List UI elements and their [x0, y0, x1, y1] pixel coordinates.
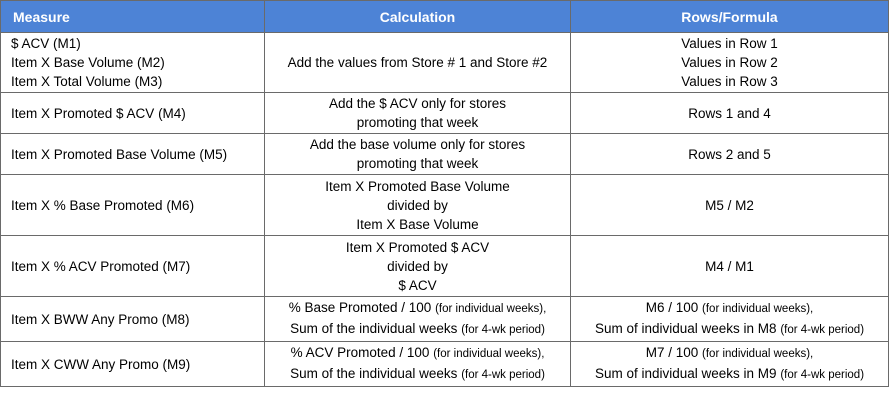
calculation-text: Sum of the individual weeks	[290, 366, 458, 381]
calculation-text: promoting that week	[356, 156, 479, 171]
calculation-note: (for 4-wk period)	[461, 324, 545, 336]
formula-text: Sum of individual weeks in M8	[594, 321, 777, 336]
measure-text: $ ACV (M1)	[11, 36, 81, 51]
measure-text: Item X % Base Promoted (M6)	[11, 197, 195, 213]
measure-cell	[1, 134, 265, 175]
measure-cell	[1, 33, 265, 93]
formula-note: (for individual weeks),	[702, 348, 814, 360]
table-row	[1, 134, 889, 175]
formula-text: M4 / M1	[705, 258, 754, 274]
table-row	[1, 342, 889, 387]
measure-text: Item X Base Volume (M2)	[11, 55, 165, 70]
calculation-line	[271, 364, 564, 385]
formula-cell	[571, 134, 889, 175]
calculation-line	[271, 298, 564, 319]
calculation-text: % Base Promoted / 100	[288, 300, 432, 315]
calculation-text: Item X Promoted $ ACV	[345, 239, 490, 255]
formula-line	[577, 298, 882, 319]
measure-text: Item X % ACV Promoted (M7)	[11, 258, 191, 274]
header-rows-formula: Rows/Formula	[571, 1, 889, 33]
calculation-text: % ACV Promoted / 100	[290, 345, 430, 360]
measure-text: Item X BWW Any Promo (M8)	[11, 311, 190, 327]
formula-text: Rows 2 and 5	[688, 146, 771, 162]
formula-note: (for 4-wk period)	[780, 369, 865, 381]
calculation-text: $ ACV	[398, 277, 437, 293]
formula-text: Values in Row 2	[681, 55, 778, 70]
measure-text: Item X Promoted Base Volume (M5)	[11, 146, 228, 162]
formula-text: M6 / 100	[645, 300, 699, 315]
formula-cell	[571, 93, 889, 134]
formula-cell	[571, 236, 889, 297]
calculation-text: divided by	[387, 197, 448, 213]
calculation-text: Add the base volume only for stores	[309, 137, 526, 152]
formula-text: M7 / 100	[645, 345, 699, 360]
calculation-text: Add the values from Store # 1 and Store #2	[287, 55, 548, 70]
table-row	[1, 297, 889, 342]
calculation-cell	[265, 342, 571, 387]
formula-cell	[571, 297, 889, 342]
formula-cell	[571, 342, 889, 387]
measure-cell	[1, 93, 265, 134]
calculation-cell	[265, 33, 571, 93]
calculation-text: divided by	[387, 258, 448, 274]
formula-note: (for 4-wk period)	[780, 324, 865, 336]
calculation-note: (for 4-wk period)	[461, 369, 545, 381]
calculation-text: Add the $ ACV only for stores	[328, 96, 507, 111]
header-row	[1, 1, 889, 33]
calculation-cell	[265, 134, 571, 175]
table-row	[1, 93, 889, 134]
calculation-text: Item X Promoted Base Volume	[325, 178, 510, 194]
formula-text: Sum of individual weeks in M9	[594, 366, 777, 381]
measure-text: Item X Total Volume (M3)	[11, 74, 163, 89]
formula-text: M5 / M2	[705, 197, 754, 213]
formula-line	[577, 364, 882, 385]
formula-cell	[571, 175, 889, 236]
measure-cell	[1, 342, 265, 387]
measure-cell	[1, 236, 265, 297]
formula-note: (for individual weeks),	[702, 303, 814, 315]
calculation-text: promoting that week	[356, 115, 479, 130]
calculation-cell	[265, 175, 571, 236]
formula-line	[577, 319, 882, 340]
formula-cell	[571, 33, 889, 93]
calculation-cell	[265, 236, 571, 297]
calculation-cell	[265, 93, 571, 134]
calculation-line	[271, 319, 564, 340]
calculation-text: Item X Base Volume	[356, 216, 479, 232]
calculation-text: Sum of the individual weeks	[290, 321, 458, 336]
table-row	[1, 175, 889, 236]
calculation-note: (for individual weeks),	[435, 303, 547, 315]
formula-line	[577, 343, 882, 364]
table-row	[1, 33, 889, 93]
calculation-cell	[265, 297, 571, 342]
calculation-note: (for individual weeks),	[433, 348, 545, 360]
header-measure: Measure	[1, 1, 265, 33]
formula-text: Values in Row 3	[681, 74, 778, 89]
table-row	[1, 236, 889, 297]
formula-text: Rows 1 and 4	[688, 105, 771, 121]
formula-text: Values in Row 1	[681, 36, 778, 51]
measure-cell	[1, 297, 265, 342]
calculation-line	[271, 343, 564, 364]
measure-text: Item X Promoted $ ACV (M4)	[11, 105, 186, 121]
header-calculation: Calculation	[265, 1, 571, 33]
measure-text: Item X CWW Any Promo (M9)	[11, 356, 191, 372]
measure-cell	[1, 175, 265, 236]
